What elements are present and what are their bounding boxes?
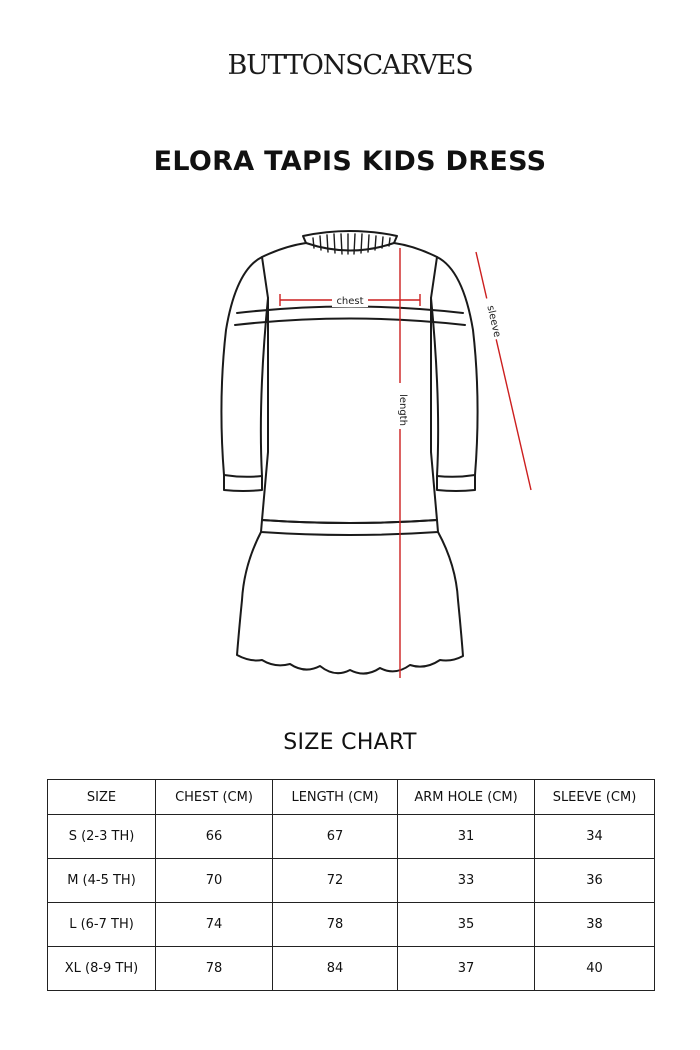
arm-hole-cell: 37 <box>398 947 535 991</box>
length-cell: 72 <box>273 859 398 903</box>
arm-hole-cell: 31 <box>398 815 535 859</box>
arm-hole-cell: 33 <box>398 859 535 903</box>
size-chart-title: SIZE CHART <box>283 730 417 755</box>
header-length: LENGTH (CM) <box>273 780 398 815</box>
table-row <box>48 815 655 859</box>
dress-skirt-outline <box>237 532 463 674</box>
size-cell: L (6-7 TH) <box>48 903 156 947</box>
chest-cell: 66 <box>156 815 273 859</box>
header-chest: CHEST (CM) <box>156 780 273 815</box>
chest-cell: 78 <box>156 947 273 991</box>
brand-logo: BUTTONSCARVES <box>227 50 473 81</box>
waist-band <box>261 520 438 535</box>
sleeve-cell: 34 <box>535 815 655 859</box>
sleeve-label: sleeve <box>484 304 503 339</box>
dress-left-cuff <box>224 475 262 477</box>
length-cell: 67 <box>273 815 398 859</box>
arm-hole-cell: 35 <box>398 903 535 947</box>
dress-left-sleeve-outline <box>221 257 268 491</box>
chest-label: chest <box>336 296 364 307</box>
length-cell: 84 <box>273 947 398 991</box>
header-sleeve: SLEEVE (CM) <box>535 780 655 815</box>
header-arm-hole: ARM HOLE (CM) <box>398 780 535 815</box>
table-header-row <box>48 780 655 815</box>
chest-cell: 74 <box>156 903 273 947</box>
sleeve-cell: 38 <box>535 903 655 947</box>
product-title: ELORA TAPIS KIDS DRESS <box>153 146 547 177</box>
length-label: length <box>397 394 408 426</box>
yoke-band-upper <box>237 307 463 314</box>
dress-right-cuff <box>437 475 475 477</box>
length-cell: 78 <box>273 903 398 947</box>
dress-right-sleeve-outline <box>431 257 478 491</box>
table-row <box>48 903 655 947</box>
table-row <box>48 947 655 991</box>
sleeve-cell: 36 <box>535 859 655 903</box>
size-cell: M (4-5 TH) <box>48 859 156 903</box>
sleeve-cell: 40 <box>535 947 655 991</box>
header-size: SIZE <box>48 780 156 815</box>
size-cell: XL (8-9 TH) <box>48 947 156 991</box>
size-chart-table <box>47 779 655 991</box>
table-row <box>48 859 655 903</box>
dress-bodice-outline <box>262 243 437 523</box>
sleeve-measure-line <box>476 252 531 490</box>
size-cell: S (2-3 TH) <box>48 815 156 859</box>
chest-cell: 70 <box>156 859 273 903</box>
